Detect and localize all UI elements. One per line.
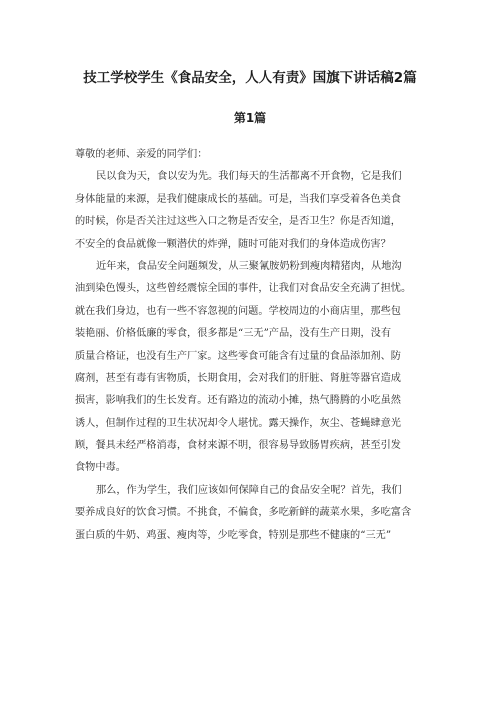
text-line: 油到染色馒头，这些曾经震惊全国的事件，让我们对食品安全充满了担忧。 [75,283,412,295]
text-line: 近年来，食品安全问题频发，从三聚氰胺奶粉到瘦肉精猪肉，从地沟 [96,260,402,272]
text-line: 的时候，你是否关注过这些入口之物是否安全，是否卫生？你是否知道， [75,216,401,228]
text-line: 诱人，但制作过程的卫生状况却令人堪忧。露天操作，灰尘、苍蝇肆意光 [75,417,401,429]
section-title: 第1篇 [233,111,267,125]
text-line: 要养成良好的饮食习惯。不挑食，不偏食，多吃新鲜的蔬菜水果，多吃富含 [75,507,412,519]
text-line: 装艳丽、价格低廉的零食，很多都是“三无”产品，没有生产日期，没有 [75,328,392,340]
text-line: 顾，餐具未经严格消毒，食材来源不明，很容易导致肠胃疾病，甚至引发 [75,440,401,452]
text-line: 民以食为天，食以安为先。我们每天的生活都离不开食物，它是我们 [96,171,402,183]
text-line: 那么，作为学生，我们应该如何保障自己的食品安全呢？首先，我们 [96,484,402,496]
text-line: 食物中毒。 [75,462,126,474]
text-line: 腐剂，甚至有毒有害物质，长期食用，会对我们的肝脏、肾脏等器官造成 [75,372,401,384]
body-text [75,144,433,547]
text-line: 损害，影响我们的生长发育。还有路边的流动小摊，热气腾腾的小吃虽然 [75,395,401,407]
document-title: 技工学校学生《食品安全，人人有责》国旗下讲话稿2篇 [83,70,417,86]
text-line: 蛋白质的牛奶、鸡蛋、瘦肉等，少吃零食，特别是那些不健康的“三无” [75,529,392,541]
text-line: 身体能量的来源，是我们健康成长的基础。可是，当我们享受着各色美食 [75,193,401,205]
text-line: 尊敬的老师、亲爱的同学们： [75,149,208,160]
text-line: 就在我们身边，也有一些不容忽视的问题。学校周边的小商店里，那些包 [75,305,401,317]
text-line: 质量合格证，也没有生产厂家。这些零食可能含有过量的食品添加剂、防 [75,350,401,362]
text-line: 不安全的食品就像一颗潜伏的炸弹，随时可能对我们的身体造成伤害？ [75,238,391,250]
